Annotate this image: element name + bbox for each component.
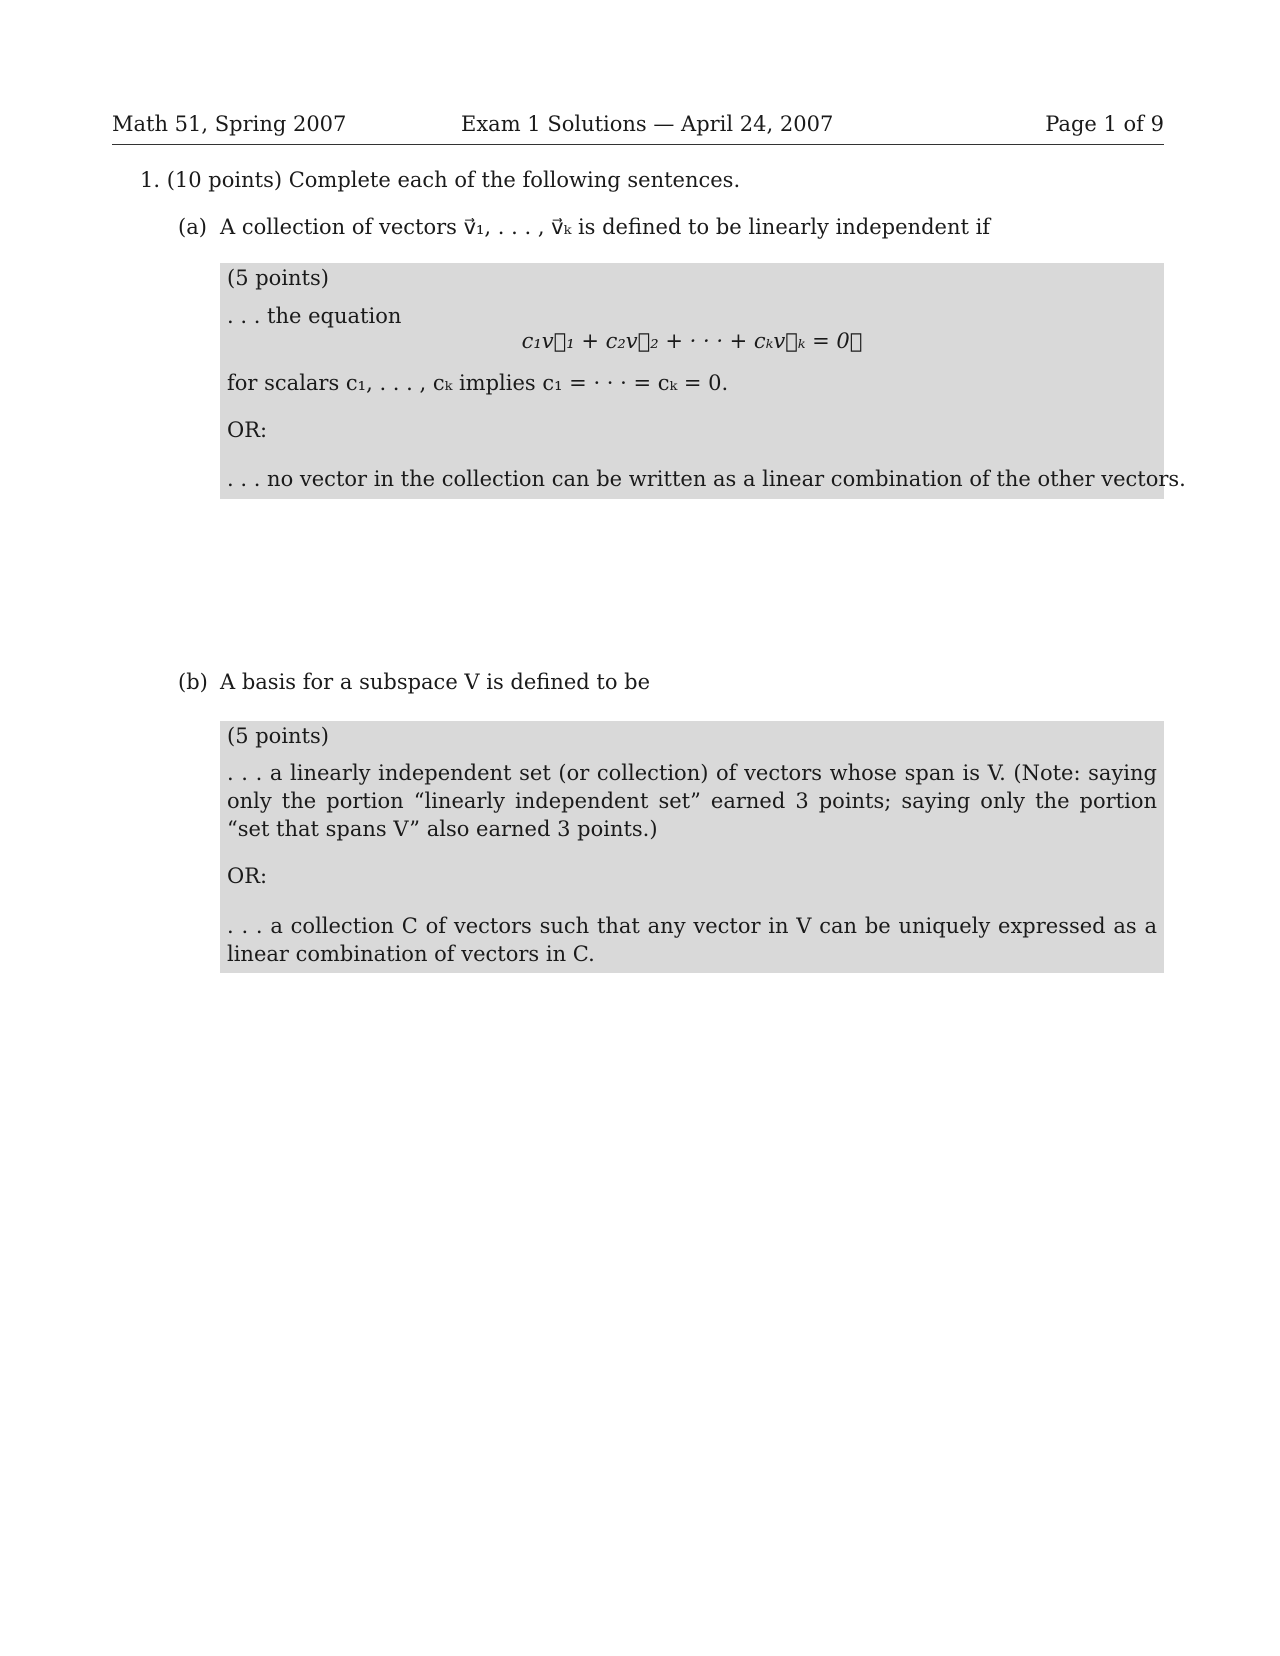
part-b-alt-answer: . . . a collection C of vectors such that any vector in V can be uniquely expressed as a linear combination of vectors in C.: [227, 914, 1157, 966]
part-a-equation: c₁v⃗₁ + c₂v⃗₂ + · · · + cₖv⃗ₖ = 0⃗: [521, 329, 863, 353]
part-b-prompt: A basis for a subspace V is defined to be: [220, 670, 651, 694]
exam-title: Exam 1 Solutions — April 24, 2007: [461, 112, 834, 136]
part-a-or: OR:: [227, 418, 268, 442]
part-a-answer-box: [220, 263, 1186, 499]
part-b-answer-box: [220, 721, 1164, 973]
question-1: 1. (10 points) Complete each of the following sentences.: [140, 168, 741, 192]
part-b-or: OR:: [227, 864, 268, 888]
course-title: Math 51, Spring 2007: [112, 112, 347, 136]
part-a-label: (a): [178, 215, 207, 239]
part-b-label: (b): [178, 670, 208, 694]
part-a-answer-intro: . . . the equation: [227, 304, 402, 328]
part-a-answer-cont: for scalars c₁, . . . , cₖ implies c₁ = · · · = cₖ = 0.: [227, 371, 729, 395]
page-header: [112, 110, 1164, 145]
page-number: Page 1 of 9: [1045, 112, 1164, 136]
part-a-prompt: A collection of vectors v⃗₁, . . . , v⃗ₖ is defined to be linearly independent if: [220, 215, 991, 239]
part-b-points: (5 points): [227, 724, 329, 748]
part-a-points: (5 points): [227, 266, 329, 290]
part-a-alt-answer: . . . no vector in the collection can be written as a linear combination of the other vectors.: [227, 467, 1186, 491]
part-b-answer: . . . a linearly independent set (or collection) of vectors whose span is V. (Note: saying only the portion “linearly independent set” earned 3 points; saying only the portion “set that spans V” also earned 3 points.): [227, 761, 1157, 841]
